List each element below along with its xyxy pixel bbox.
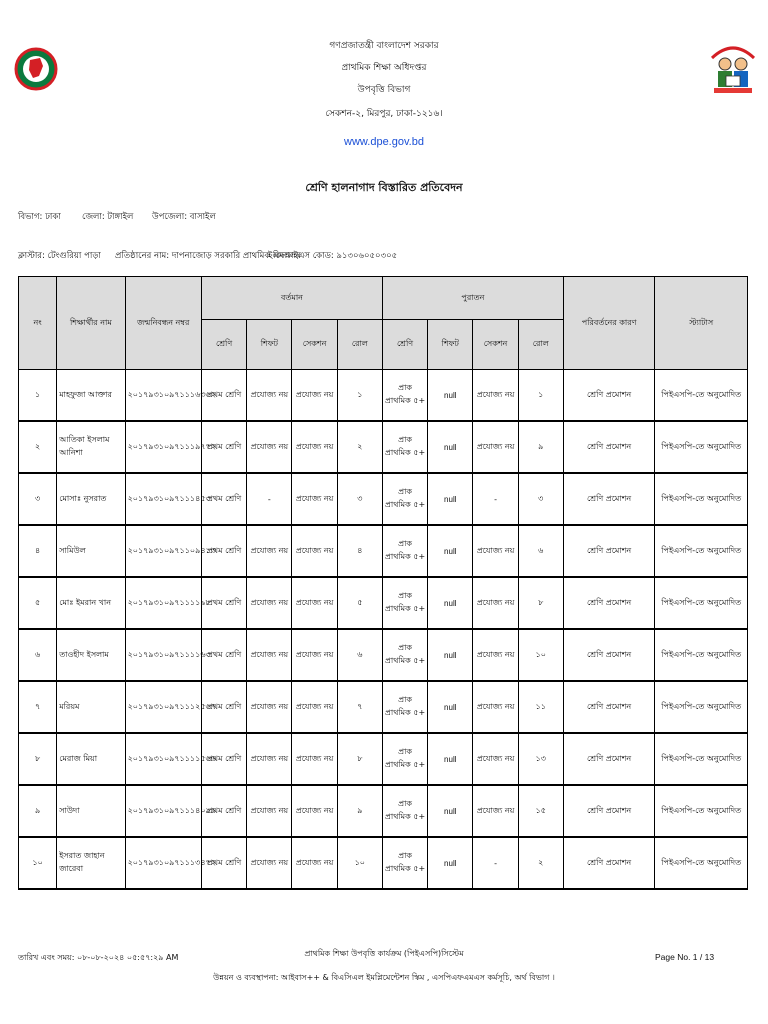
cell-birth-reg: ২০১৭৯৩১০৯৭১১১৩৪৭২: [125, 837, 201, 889]
cell-prev-roll: ১৫: [518, 785, 563, 837]
cell-no: ৩: [19, 473, 57, 525]
cell-prev-class: [382, 577, 427, 629]
cell-cur-roll: ৭: [337, 681, 382, 733]
cell-reason: শ্রেণি প্রমোশন: [563, 681, 655, 733]
cell-cur-section: প্রযোজ্য নয়: [292, 837, 337, 889]
prev-class-line2: প্রাথমিক ৫+: [384, 812, 426, 821]
table-row: [19, 421, 748, 473]
cell-prev-shift: null: [428, 629, 473, 681]
cell-no: ৯: [19, 785, 57, 837]
cell-cur-roll: ৯: [337, 785, 382, 837]
cell-reason: শ্রেণি প্রমোশন: [563, 370, 655, 422]
cell-prev-section: -: [473, 473, 518, 525]
prev-class-line1: প্রাক: [398, 747, 412, 756]
cell-name: আতিকা ইসলাম আনিশা: [57, 421, 125, 473]
prev-class-line2: প্রাথমিক ৫+: [384, 604, 426, 613]
cell-prev-roll: ১০: [518, 629, 563, 681]
col-previous-shift: শিফট: [428, 320, 473, 370]
footer-datetime: তারিখ এবং সময়: ০৮-০৮-২০২৪ ০৫:৫৭:২৯ AM: [18, 953, 179, 962]
cell-cur-section: প্রযোজ্য নয়: [292, 577, 337, 629]
cell-prev-shift: null: [428, 370, 473, 422]
cell-birth-reg: ২০১৭৯৩১০৯৭১১১১৫৬৬: [125, 733, 201, 785]
prev-class-line2: প্রাথমিক ৫+: [384, 500, 426, 509]
col-change-reason: পরিবর্তনের কারণ: [563, 277, 655, 370]
meta-division: বিভাগ: ঢাকা: [18, 212, 61, 222]
table-row: [19, 785, 748, 837]
cell-cur-roll: ২: [337, 421, 382, 473]
cell-prev-roll: ২: [518, 837, 563, 889]
footer-developer: উন্নয়ন ও ব্যবস্থাপনা: আইবাস++ & বিএসিএল ইমপ্লিমেন্টেশন স্কিম , এসপিএফএমএস কর্মসূচি, অর্থ বিভাগ ।: [213, 973, 555, 982]
cell-prev-section: প্রযোজ্য নয়: [473, 785, 518, 837]
cell-birth-reg: ২০১৭৯৩১০৯৭১১১৪০৯৯: [125, 785, 201, 837]
prev-class-line1: প্রাক: [398, 539, 412, 548]
prev-class-line2: প্রাথমিক ৫+: [384, 552, 426, 561]
cell-cur-shift: প্রযোজ্য নয়: [247, 370, 292, 422]
cell-prev-section: প্রযোজ্য নয়: [473, 733, 518, 785]
meta-institution: প্রতিষ্ঠানের নাম: দাপনাজোড় সরকারি প্রাথমিক বিদ্যালয়: [115, 251, 301, 261]
cell-status: পিইএসপি-তে অনুমোদিত: [655, 421, 748, 473]
cell-prev-section: -: [473, 837, 518, 889]
website-link[interactable]: www.dpe.gov.bd: [344, 136, 424, 148]
cell-cur-roll: ৩: [337, 473, 382, 525]
cell-prev-section: প্রযোজ্য নয়: [473, 681, 518, 733]
table-row: [19, 473, 748, 525]
cell-cur-class: প্রথম শ্রেণি: [201, 681, 246, 733]
cell-no: ৮: [19, 733, 57, 785]
cell-cur-section: প্রযোজ্য নয়: [292, 525, 337, 577]
col-current-section: সেকশন: [292, 320, 337, 370]
cell-cur-section: প্রযোজ্য নয়: [292, 629, 337, 681]
cell-cur-roll: ৫: [337, 577, 382, 629]
col-student-name: শিক্ষার্থীর নাম: [57, 277, 125, 370]
col-current-shift: শিফট: [247, 320, 292, 370]
cell-reason: শ্রেণি প্রমোশন: [563, 733, 655, 785]
cell-cur-class: প্রথম শ্রেণি: [201, 525, 246, 577]
cell-cur-class: প্রথম শ্রেণি: [201, 421, 246, 473]
cell-no: ৫: [19, 577, 57, 629]
prev-class-line2: প্রাথমিক ৫+: [384, 864, 426, 873]
prev-class-line2: প্রাথমিক ৫+: [384, 396, 426, 405]
cell-cur-shift: প্রযোজ্য নয়: [247, 733, 292, 785]
col-previous-section: সেকশন: [473, 320, 518, 370]
cell-status: পিইএসপি-তে অনুমোদিত: [655, 370, 748, 422]
col-group-current: বর্তমান: [201, 277, 382, 320]
cell-cur-roll: ৮: [337, 733, 382, 785]
cell-prev-shift: null: [428, 577, 473, 629]
col-current-roll: রোল: [337, 320, 382, 370]
cell-cur-class: প্রথম শ্রেণি: [201, 370, 246, 422]
prev-class-line1: প্রাক: [398, 383, 412, 392]
cell-prev-shift: null: [428, 837, 473, 889]
meta-cluster: ক্লাস্টার: টেংগুরিয়া পাড়া: [18, 251, 101, 261]
cell-cur-shift: প্রযোজ্য নয়: [247, 525, 292, 577]
prev-class-line2: প্রাথমিক ৫+: [384, 448, 426, 457]
cell-prev-class: [382, 733, 427, 785]
cell-cur-roll: ৬: [337, 629, 382, 681]
cell-cur-shift: -: [247, 473, 292, 525]
cell-prev-roll: ৮: [518, 577, 563, 629]
table-row: [19, 629, 748, 681]
cell-reason: শ্রেণি প্রমোশন: [563, 473, 655, 525]
cell-status: পিইএসপি-তে অনুমোদিত: [655, 525, 748, 577]
cell-cur-section: প্রযোজ্য নয়: [292, 785, 337, 837]
cell-name: মরিয়ম: [57, 681, 125, 733]
table-row: [19, 837, 748, 889]
table-row: [19, 681, 748, 733]
cell-cur-shift: প্রযোজ্য নয়: [247, 681, 292, 733]
cell-name: ইসরাত জাহান জারেবা: [57, 837, 125, 889]
cell-prev-class: [382, 629, 427, 681]
cell-name: তাওহীদ ইসলাম: [57, 629, 125, 681]
cell-prev-roll: ১১: [518, 681, 563, 733]
cell-birth-reg: ২০১৭৯৩১০৯৭১১১৬৩৬২: [125, 370, 201, 422]
cell-prev-class: [382, 473, 427, 525]
cell-birth-reg: ২০১৭৯৩১০৯৭১১১৯৭৭২: [125, 421, 201, 473]
col-birth-reg: জন্মনিবন্ধন নম্বর: [125, 277, 201, 370]
cell-prev-roll: ১: [518, 370, 563, 422]
cell-prev-class: [382, 525, 427, 577]
cell-reason: শ্রেণি প্রমোশন: [563, 837, 655, 889]
cell-no: ৭: [19, 681, 57, 733]
table-row: [19, 577, 748, 629]
col-previous-roll: রোল: [518, 320, 563, 370]
cell-no: ৪: [19, 525, 57, 577]
footer-page-number: Page No. 1 / 13: [655, 952, 715, 962]
cell-prev-roll: ৩: [518, 473, 563, 525]
cell-prev-shift: null: [428, 525, 473, 577]
cell-prev-class: [382, 681, 427, 733]
cell-prev-roll: ৯: [518, 421, 563, 473]
cell-cur-section: প্রযোজ্য নয়: [292, 681, 337, 733]
cell-reason: শ্রেণি প্রমোশন: [563, 421, 655, 473]
table-row: [19, 525, 748, 577]
table-row: [19, 370, 748, 422]
table-row: [19, 733, 748, 785]
prev-class-line2: প্রাথমিক ৫+: [384, 708, 426, 717]
cell-name: সামিউল: [57, 525, 125, 577]
prev-class-line1: প্রাক: [398, 695, 412, 704]
cell-cur-shift: প্রযোজ্য নয়: [247, 577, 292, 629]
cell-reason: শ্রেণি প্রমোশন: [563, 785, 655, 837]
cell-status: পিইএসপি-তে অনুমোদিত: [655, 837, 748, 889]
cell-cur-roll: ১০: [337, 837, 382, 889]
cell-cur-class: প্রথম শ্রেণি: [201, 837, 246, 889]
cell-birth-reg: ২০১৭৯৩১০৯৭১১১২৫৬৭: [125, 681, 201, 733]
cell-prev-shift: null: [428, 421, 473, 473]
prev-class-line2: প্রাথমিক ৫+: [384, 760, 426, 769]
cell-prev-section: প্রযোজ্য নয়: [473, 370, 518, 422]
cell-status: পিইএসপি-তে অনুমোদিত: [655, 681, 748, 733]
cell-no: ৬: [19, 629, 57, 681]
cell-cur-class: প্রথম শ্রেণি: [201, 629, 246, 681]
prev-class-line1: প্রাক: [398, 591, 412, 600]
prev-class-line1: প্রাক: [398, 487, 412, 496]
cell-prev-class: [382, 421, 427, 473]
meta-district: জেলা: টাঙ্গাইল: [82, 212, 134, 222]
cell-cur-class: প্রথম শ্রেণি: [201, 733, 246, 785]
cell-prev-roll: ১৩: [518, 733, 563, 785]
cell-status: পিইএসপি-তে অনুমোদিত: [655, 785, 748, 837]
cell-cur-section: প্রযোজ্য নয়: [292, 421, 337, 473]
cell-cur-section: প্রযোজ্য নয়: [292, 733, 337, 785]
cell-name: মাহফুজা আক্তার: [57, 370, 125, 422]
meta-upazila: উপজেলা: বাসাইল: [152, 212, 216, 222]
cell-prev-shift: null: [428, 785, 473, 837]
prev-class-line2: প্রাথমিক ৫+: [384, 656, 426, 665]
cell-prev-section: প্রযোজ্য নয়: [473, 577, 518, 629]
cell-name: মোঃ ইমরান খান: [57, 577, 125, 629]
cell-prev-shift: null: [428, 681, 473, 733]
cell-prev-class: [382, 785, 427, 837]
cell-cur-section: প্রযোজ্য নয়: [292, 370, 337, 422]
prev-class-line1: প্রাক: [398, 851, 412, 860]
cell-cur-class: প্রথম শ্রেণি: [201, 473, 246, 525]
col-previous-class: শ্রেণি: [382, 320, 427, 370]
col-group-previous: পুরাতন: [382, 277, 563, 320]
cell-cur-shift: প্রযোজ্য নয়: [247, 837, 292, 889]
cell-status: পিইএসপি-তে অনুমোদিত: [655, 629, 748, 681]
prev-class-line1: প্রাক: [398, 435, 412, 444]
cell-cur-shift: প্রযোজ্য নয়: [247, 629, 292, 681]
cell-cur-roll: ১: [337, 370, 382, 422]
cell-cur-shift: প্রযোজ্য নয়: [247, 421, 292, 473]
cell-reason: শ্রেণি প্রমোশন: [563, 577, 655, 629]
cell-prev-section: প্রযোজ্য নয়: [473, 525, 518, 577]
cell-no: ২: [19, 421, 57, 473]
cell-cur-roll: ৪: [337, 525, 382, 577]
cell-prev-shift: null: [428, 733, 473, 785]
cell-reason: শ্রেণি প্রমোশন: [563, 525, 655, 577]
header-division: উপবৃত্তি বিভাগ: [357, 85, 411, 95]
cell-name: সাউদা: [57, 785, 125, 837]
cell-prev-roll: ৬: [518, 525, 563, 577]
cell-cur-class: প্রথম শ্রেণি: [201, 577, 246, 629]
cell-prev-class: [382, 837, 427, 889]
cell-cur-class: প্রথম শ্রেণি: [201, 785, 246, 837]
cell-no: ১০: [19, 837, 57, 889]
header-address: সেকশন-২, মিরপুর, ঢাকা-১২১৬।: [325, 109, 443, 119]
cell-status: পিইএসপি-তে অনুমোদিত: [655, 473, 748, 525]
footer-program: প্রাথমিক শিক্ষা উপবৃত্তি কার্যক্রম (পিইএসপি)সিস্টেম: [304, 949, 464, 958]
cell-name: মেরাজ মিয়া: [57, 733, 125, 785]
col-current-class: শ্রেণি: [201, 320, 246, 370]
col-no: নং: [19, 277, 57, 370]
cell-name: মোসাঃ নুসরাত: [57, 473, 125, 525]
meta-emis: ইএমআইএস কোড: ৯১৩০৬০৫০৩০৫: [268, 251, 398, 261]
class-update-table: [18, 276, 748, 890]
cell-birth-reg: ২০১৭৯৩১০৯৭১১১১৯৮: [125, 577, 201, 629]
cell-prev-section: প্রযোজ্য নয়: [473, 629, 518, 681]
header-govt-name: গণপ্রজাতন্ত্রী বাংলাদেশ সরকার: [329, 41, 439, 51]
cell-prev-class: [382, 370, 427, 422]
cell-prev-section: প্রযোজ্য নয়: [473, 421, 518, 473]
col-status: স্ট্যাটাস: [655, 277, 748, 370]
header-directorate: প্রাথমিক শিক্ষা অধিদপ্তর: [341, 63, 427, 73]
cell-cur-section: প্রযোজ্য নয়: [292, 473, 337, 525]
cell-prev-shift: null: [428, 473, 473, 525]
cell-status: পিইএসপি-তে অনুমোদিত: [655, 577, 748, 629]
cell-reason: শ্রেণি প্রমোশন: [563, 629, 655, 681]
cell-cur-shift: প্রযোজ্য নয়: [247, 785, 292, 837]
prev-class-line1: প্রাক: [398, 799, 412, 808]
report-title: শ্রেণি হালনাগাদ বিস্তারিত প্রতিবেদন: [305, 181, 463, 194]
cell-status: পিইএসপি-তে অনুমোদিত: [655, 733, 748, 785]
cell-birth-reg: ২০১৭৯৩১০৯৭১১১১৬৩: [125, 629, 201, 681]
cell-birth-reg: ২০১৭৯৩১০৯৭১১১৪৫৩: [125, 473, 201, 525]
cell-birth-reg: ২০১৭৯৩১০৯৭১১০৯৪১৩: [125, 525, 201, 577]
prev-class-line1: প্রাক: [398, 643, 412, 652]
cell-no: ১: [19, 370, 57, 422]
